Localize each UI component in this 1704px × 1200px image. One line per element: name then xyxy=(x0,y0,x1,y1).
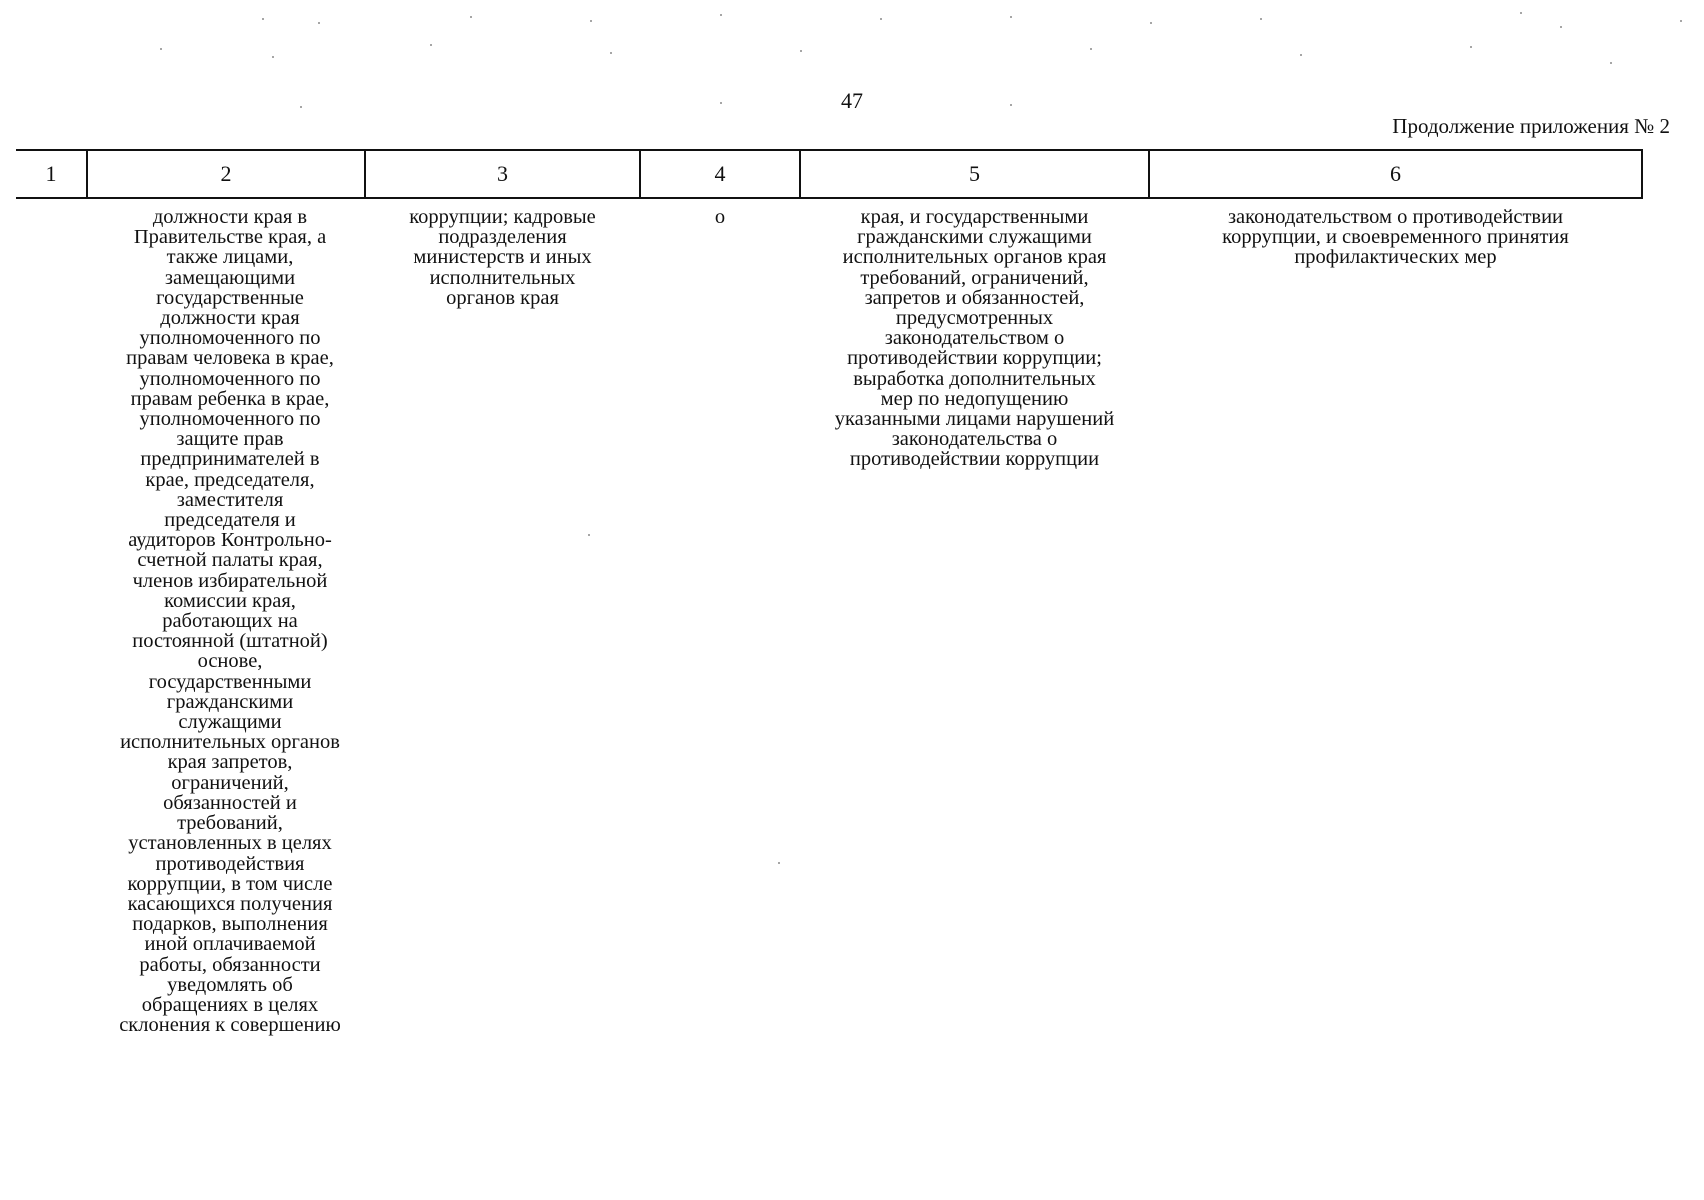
header-separator xyxy=(1641,149,1643,198)
column-header-6: 6 xyxy=(1390,160,1401,186)
column-header-1: 1 xyxy=(45,160,57,186)
cell-col-5: края, и государственными гражданскими служащими исполнительных органов края требований, ограничений, запретов и обязанностей, предусмотренных законодательством о противодействии коррупции; выработка дополнительных мер по недопущению указанными лицами нарушений законодательства о противодействии коррупции xyxy=(834,206,1115,471)
cell-col-6: законодательством о противодействии коррупции, и своевременного принятия профилактических мер xyxy=(1222,206,1569,269)
appendix-continuation-note: Продолжение приложения № 2 xyxy=(1392,114,1670,138)
column-header-5: 5 xyxy=(969,160,980,186)
cell-col-4: о xyxy=(714,206,726,228)
column-header-4: 4 xyxy=(714,160,726,186)
column-header-3: 3 xyxy=(497,160,508,186)
cell-col-3: коррупции; кадровые подразделения министерств и иных исполнительных органов края xyxy=(409,206,596,309)
cell-col-2: должности края в Правительстве края, а также лицами, замещающими государственные должности края уполномоченного по правам человека в крае, уполномоченного по правам ребенка в крае, уполномоченного по защите прав предпринимателей в крае, председателя, заместителя председателя и аудиторов Контрольно- счетной палаты края, членов избирательной комиссии края, работающих на постоянной (штатной) основе, государственными гражданскими служащими исполнительных органов края запретов, ограничений, обязанностей и требований, установленных в целях противодействия коррупции, в том числе касающихся получения подарков, выполнения иной оплачиваемой работы, обязанности уведомлять об обращениях в целях склонения к совершению xyxy=(119,206,341,1037)
page-number: 47 xyxy=(841,88,863,113)
column-header-2: 2 xyxy=(220,160,232,186)
